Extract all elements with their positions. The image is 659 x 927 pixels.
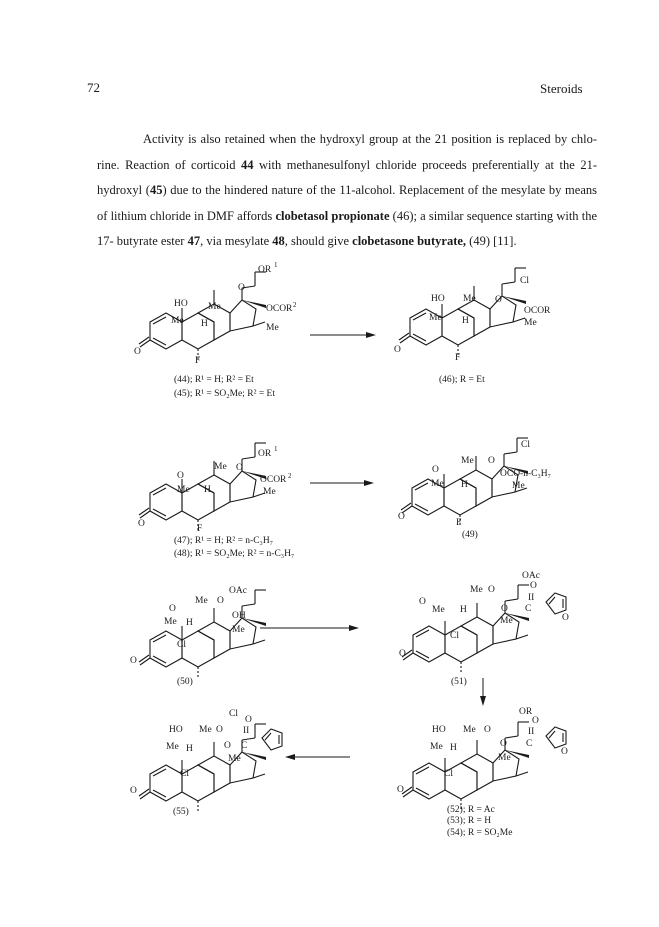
c55-furan: [262, 729, 282, 750]
para-text-4: (46); a similar sequence starting with the 17- butyrate ester: [97, 208, 597, 248]
c51-o-ester: O: [530, 581, 537, 591]
c55-dbl: II: [243, 726, 250, 736]
c52-furan: [546, 727, 566, 748]
c47-ocor-sup: 2: [288, 472, 292, 480]
running-head: Steroids: [540, 81, 583, 96]
c49-ketone: O: [398, 512, 405, 522]
c50-me3: Me: [164, 617, 177, 627]
para-bold-3: clobetasol propionate: [275, 208, 390, 223]
compound-51: [399, 571, 569, 687]
c55-h: H: [186, 744, 193, 754]
c50-label: (50): [177, 677, 193, 687]
c44-h: H: [201, 319, 208, 329]
c44-me3: Me: [171, 316, 184, 326]
c52-h: H: [450, 743, 457, 753]
c52-o-link: O: [500, 739, 507, 749]
c51-me: Me: [470, 585, 483, 595]
para-text-6: , should give: [284, 234, 353, 248]
c44-or1-sup: 1: [274, 261, 278, 269]
para-text-7: (49) [11].: [466, 234, 517, 248]
c51-o-link: O: [501, 604, 508, 614]
c55-me2: Me: [228, 754, 241, 764]
c46-h: H: [462, 316, 469, 326]
compound-46: [394, 268, 551, 385]
c55-ketone: O: [130, 786, 137, 796]
c51-furan: [546, 593, 566, 614]
c44-ocor-sup: 2: [293, 301, 297, 309]
c51-label: (51): [451, 677, 467, 687]
c55-o: O: [216, 725, 223, 735]
para-text-1: Activity is also retained when the hydroxyl group at the 21 position is replaced by chlo-rine. Reaction of corticoid: [97, 132, 597, 172]
c52-furan-o: O: [561, 747, 568, 757]
arrow-51-to-52: [480, 678, 486, 706]
compound-44: [134, 261, 297, 399]
c44-label-2: (45); R¹ = SO₂Me; R² = Et: [174, 389, 276, 399]
c47-label-1: (47); R¹ = H; R² = n-C₃H₇: [174, 536, 274, 546]
arrow-52-to-55: [285, 754, 350, 760]
c55-o-link: O: [224, 741, 231, 751]
c50-me2: Me: [232, 625, 245, 635]
c50-me: Me: [195, 596, 208, 606]
c47-oxo: O: [177, 471, 184, 481]
c50-h: H: [186, 618, 193, 628]
c46-ketone: O: [394, 345, 401, 355]
compound-47: [138, 443, 294, 559]
c49-label: (49): [462, 530, 478, 540]
c47-f: F: [197, 524, 203, 534]
compound-55: [130, 709, 282, 817]
c47-label-2: (48); R¹ = SO₂Me; R² = n-C₃H₇: [174, 549, 295, 559]
compound-50: [130, 586, 266, 687]
c50-o: O: [217, 596, 224, 606]
c52-label-2: (53); R = H: [447, 816, 492, 826]
c55-me3: Me: [166, 742, 179, 752]
c46-me2: Me: [524, 318, 537, 328]
c46-me: Me: [463, 294, 476, 304]
c49-o: O: [488, 456, 495, 466]
c52-or: OR: [519, 707, 533, 717]
c49-me3: Me: [431, 479, 444, 489]
c52-me3: Me: [430, 742, 443, 752]
c44-ocor: OCOR: [266, 304, 293, 314]
c46-oxo: O: [495, 295, 502, 305]
c52-me: Me: [463, 725, 476, 735]
c44-f: F: [195, 356, 201, 366]
c44-oxo: O: [238, 283, 245, 293]
c47-or1: OR: [258, 449, 272, 459]
c52-ketone: O: [397, 785, 404, 795]
c51-h: H: [460, 605, 467, 615]
c47-ketone: O: [138, 519, 145, 529]
c50-oxo: O: [169, 604, 176, 614]
arrow-47-to-49: [310, 480, 374, 486]
para-bold-1: 44: [240, 157, 254, 172]
compound-52: [397, 707, 568, 838]
c49-f: F: [456, 518, 462, 528]
c51-o: O: [488, 585, 495, 595]
c55-c: C: [241, 741, 248, 751]
para-bold-5: 48: [272, 234, 285, 248]
c46-ocor: OCOR: [524, 306, 551, 316]
para-bold-4: 47: [187, 234, 201, 248]
c52-cl: Cl: [444, 769, 453, 779]
para-text-3: ) due to the hindered nature of the 11-alcohol. Replacement of the mesylate by means of lithium chloride in DMF affords: [97, 183, 597, 223]
c47-me3: Me: [177, 485, 190, 495]
c47-h: H: [204, 485, 211, 495]
c55-label: (55): [173, 807, 189, 817]
c55-cl: Cl: [229, 709, 238, 719]
c49-cl: Cl: [521, 440, 530, 450]
c46-f: F: [455, 353, 461, 363]
arrow-44-to-46: [310, 332, 376, 338]
c44-ho: HO: [174, 299, 188, 309]
c44-label-1: (44); R¹ = H; R² = Et: [174, 375, 254, 385]
c44-me: Me: [208, 302, 221, 312]
c51-furan-o: O: [562, 613, 569, 623]
c52-ho: HO: [432, 725, 446, 735]
c50-cl: Cl: [177, 640, 186, 650]
para-bold-6: clobetasone butyrate,: [352, 234, 467, 248]
c51-me2: Me: [500, 616, 513, 626]
c51-ketone: O: [399, 649, 406, 659]
c49-me: Me: [461, 456, 474, 466]
c52-me2: Me: [498, 753, 511, 763]
c47-ocor: OCOR: [260, 475, 287, 485]
c51-dbl: II: [528, 593, 535, 603]
c52-o: O: [484, 725, 491, 735]
c51-oxo: O: [419, 597, 426, 607]
c50-ketone: O: [130, 656, 137, 666]
c47-o: O: [236, 463, 243, 473]
arrow-50-to-51: [260, 625, 359, 631]
para-text-5: , via mesylate: [200, 234, 273, 248]
c49-me2: Me: [512, 481, 525, 491]
c46-ho: HO: [431, 294, 445, 304]
c55-cl2: Cl: [180, 769, 189, 779]
para-bold-2: 45: [149, 183, 163, 197]
c49-oco: OCO-n-C₃H₇: [500, 469, 551, 479]
para-text-2: with methanesulfonyl chloride proceeds preferentially at the 21-hydroxyl (: [97, 157, 597, 197]
c50-oh: OH: [232, 611, 246, 621]
c46-me3: Me: [429, 313, 442, 323]
c47-me2: Me: [263, 487, 276, 497]
c44-or1: OR: [258, 265, 272, 275]
c52-label-1: (52); R = Ac: [447, 805, 495, 815]
c46-label: (46); R = Et: [439, 375, 485, 385]
page-number: 72: [87, 80, 100, 95]
c55-me: Me: [199, 725, 212, 735]
c51-oac: OAc: [522, 571, 540, 581]
c47-me: Me: [214, 462, 227, 472]
c55-o-ester: O: [245, 715, 252, 725]
compound-49: [398, 438, 551, 540]
c51-c: C: [525, 604, 532, 614]
c51-me3: Me: [432, 605, 445, 615]
c52-c: C: [526, 739, 533, 749]
c52-dbl: II: [528, 727, 535, 737]
c51-cl: Cl: [450, 631, 459, 641]
c44-me2: Me: [266, 323, 279, 333]
c47-or1-sup: 1: [274, 445, 278, 453]
c52-label-3: (54); R = SO₂Me: [447, 828, 513, 838]
c55-ho: HO: [169, 725, 183, 735]
c52-o-ester: O: [532, 716, 539, 726]
c50-oac: OAc: [229, 586, 247, 596]
c46-cl: Cl: [520, 276, 529, 286]
c49-oxo: O: [432, 465, 439, 475]
c49-h: H: [461, 480, 468, 490]
c44-ketone: O: [134, 347, 141, 357]
